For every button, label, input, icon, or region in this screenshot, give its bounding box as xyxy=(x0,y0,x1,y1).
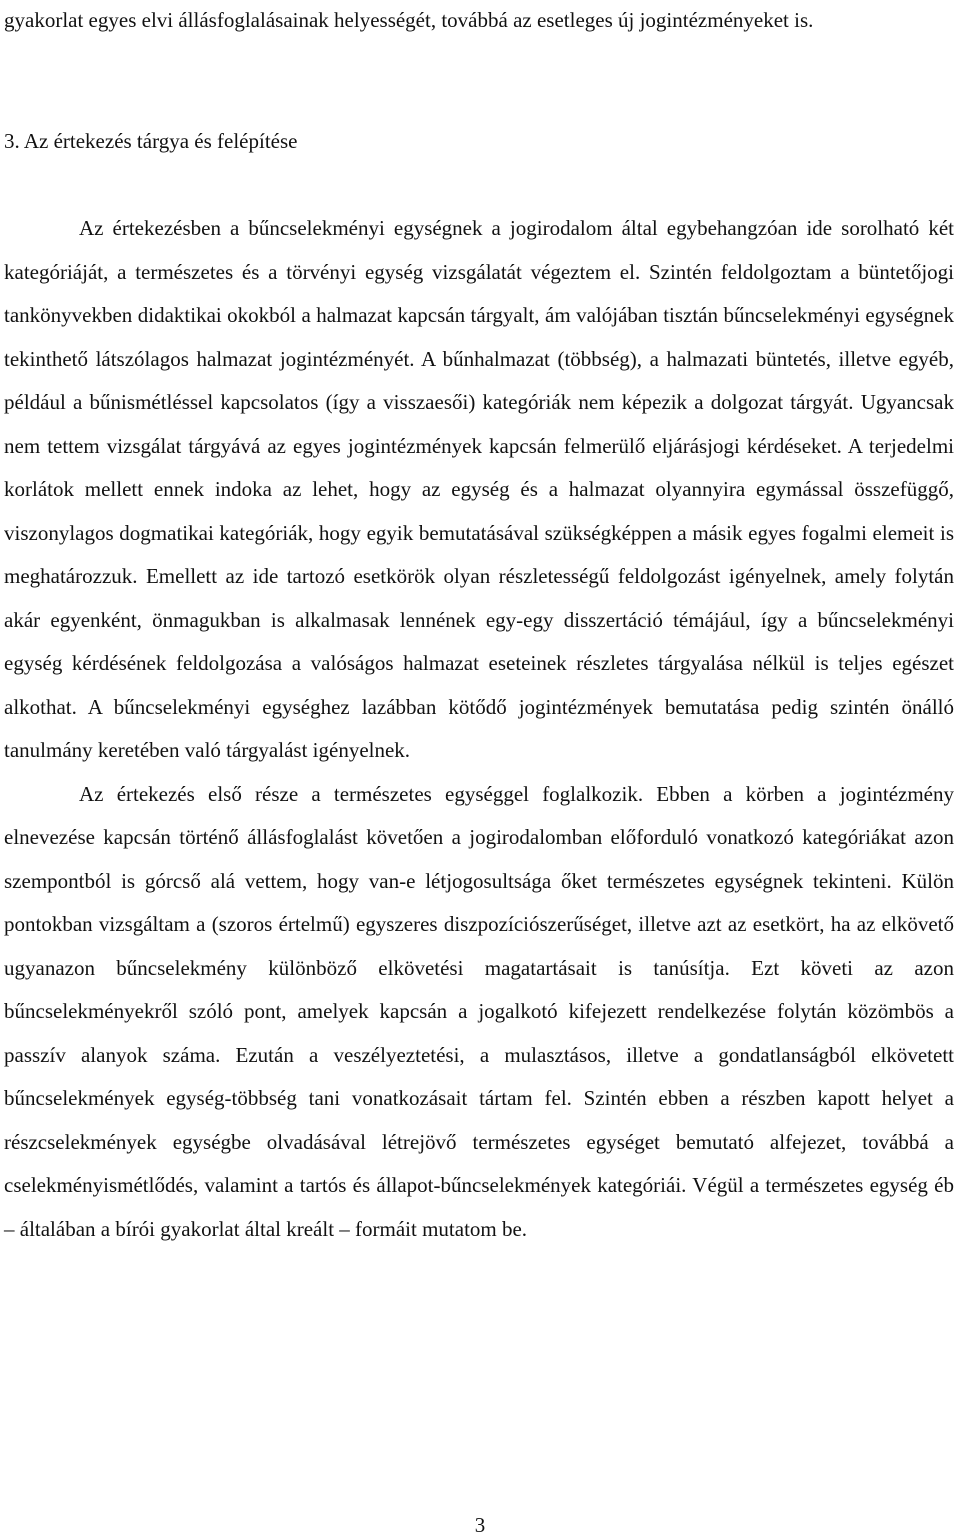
section-heading: 3. Az értekezés tárgya és felépítése xyxy=(4,129,298,153)
page-number: 3 xyxy=(474,1513,486,1537)
section-body xyxy=(4,207,954,1251)
intro-continuation-text: gyakorlat egyes elvi állásfoglalásainak helyességét, továbbá az esetleges új jogintézményeket is. xyxy=(4,8,814,32)
document-page xyxy=(4,0,954,44)
paragraph-structure: Az értekezés első része a természetes egységgel foglalkozik. Ebben a körben a jogintézmény elnevezése kapcsán történő állásfoglalást követően a jogirodalomban előforduló vonatkozó kategóriákat azon szempontból is górcső alá vettem, hogy van-e létjogosultsága őket természetes egységnek tekinteni. Külön pontokban vizsgáltam a (szoros értelmű) egyszeres diszpozíciószerűséget, illetve azt az esetkört, ha az elkövető ugyanazon bűncselekmény különböző elkövetési magatartásait is tanúsítja. Ezt követi az azon bűncselekményekről szóló pont, amelyek kapcsán a jogalkotó kifejezett rendelkezése folytán közömbös a passzív alanyok száma. Ezután a veszélyeztetési, a mulasztásos, illetve a gondatlanságból elkövetett bűncselekmények egység-többség tani vonatkozásait tártam fel. Szintén ebben a részben kapott helyet a részcselekmények egységbe olvadásával létrejövő természetes egységet bemutató alfejezet, továbbá a cselekményismétlődés, valamint a tartós és állapot-bűncselekmények kategóriái. Végül a természetes egység éb – általában a bírói gyakorlat által kreált – formáit mutatom be. xyxy=(4,781,954,1241)
paragraph-scope: Az értekezésben a bűncselekményi egységnek a jogirodalom által egybehangzóan ide sorolható két kategóriáját, a természetes és a törvényi egység vizsgálatát végeztem el. Szintén feldolgoztam a büntetőjogi tankönyvekben didaktikai okokból a halmazat kapcsán tárgyalt, ám valójában tisztán bűncselekményi egységnek tekinthető látszólagos halmazat jogintézményét. A bűnhalmazat (többség), a halmazati büntetés, illetve egyéb, például a bűnismétléssel kapcsolatos (így a visszaesői) kategóriák nem képezik a dolgozat tárgyát. Ugyancsak nem tettem vizsgálat tárgyává az egyes jogintézmények kapcsán felmerülő eljárásjogi kérdéseket. A terjedelmi korlátok mellett ennek indoka az lehet, hogy az egység és a halmazat olyannyira egymással összefüggő, viszonylagos dogmatikai kategóriák, hogy egyik bemutatásával szükségképpen a másik egyes fogalmi elemeit is meghatározzuk. Emellett az ide tartozó esetkörök olyan részletességű feldolgozást igényelnek, amely folytán akár egyenként, önmagukban is alkalmasak lennének egy-egy disszertáció témájául, így a bűncselekményi egység kérdésének feldolgozása a valóságos halmazat eseteinek részletes tárgyalása nélkül is teljes egészet alkothat. A bűncselekményi egységhez lazábban kötődő jogintézmények bemutatása pedig szintén önálló tanulmány keretében való tárgyalást igényelnek. xyxy=(4,216,954,762)
